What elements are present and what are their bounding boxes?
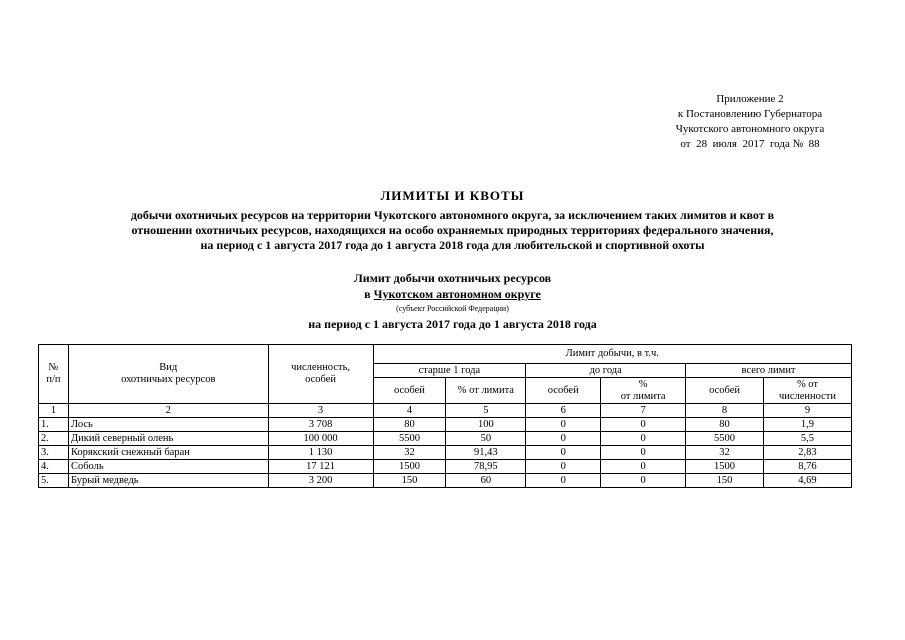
under-pct-value: 0 [601,446,686,460]
older-pct-value: 60 [446,474,526,488]
appendix-line: от 28 июля 2017 года № 88 [680,138,820,150]
header-under: до года [526,364,686,378]
row-number: 3. [39,446,69,460]
under-pct-value: 0 [601,432,686,446]
limit-heading: Лимит добычи охотничьих ресурсов [353,271,552,285]
species-name: Дикий северный олень [68,432,268,446]
column-number: 4 [373,404,446,418]
under-pct-value: 0 [601,460,686,474]
population-value: 17 121 [268,460,373,474]
row-number: 1. [39,418,69,432]
row-number: 5. [39,474,69,488]
population-value: 3 200 [268,474,373,488]
column-number: 6 [526,404,601,418]
total-count-value: 1500 [686,460,764,474]
subject-note: (субъект Российской Федерации) [396,304,509,313]
header-population: численность, особей [268,345,373,404]
header-older: старше 1 года [373,364,526,378]
older-count-value: 1500 [373,460,446,474]
under-count-value: 0 [526,474,601,488]
limit-period: на период с 1 августа 2017 года до 1 августа 2018 года [308,317,597,331]
column-number: 2 [68,404,268,418]
header-total-pct: % от численности [763,378,851,404]
older-count-value: 150 [373,474,446,488]
older-count-value: 80 [373,418,446,432]
header-species: Вид охотничьих ресурсов [68,345,268,404]
total-pct-value: 8,76 [763,460,851,474]
appendix-block [600,92,900,152]
under-pct-value: 0 [601,418,686,432]
header-under-pct: % от лимита [601,378,686,404]
under-count-value: 0 [526,460,601,474]
column-number: 5 [446,404,526,418]
older-pct-value: 50 [446,432,526,446]
species-name: Корякский снежный баран [68,446,268,460]
older-pct-value: 78,95 [446,460,526,474]
region-prefix: в [364,287,374,301]
appendix-line: Приложение 2 [716,93,784,105]
total-count-value: 150 [686,474,764,488]
table-row [39,432,852,446]
column-number: 1 [39,404,69,418]
total-pct-value: 2,83 [763,446,851,460]
table-row [39,418,852,432]
appendix-line: Чукотского автономного округа [675,123,825,135]
header-older-pct: % от лимита [446,378,526,404]
subtitle-line: на период с 1 августа 2017 года до 1 августа 2018 года для любительской и спортивной охоты [200,238,705,252]
total-count-value: 80 [686,418,764,432]
total-pct-value: 1,9 [763,418,851,432]
header-under-count: особей [526,378,601,404]
row-number: 2. [39,432,69,446]
column-number: 9 [763,404,851,418]
column-number: 3 [268,404,373,418]
table-row [39,460,852,474]
total-count-value: 32 [686,446,764,460]
region-name: Чукотском автономном округе [373,287,541,301]
header-older-count: особей [373,378,446,404]
total-pct-value: 4,69 [763,474,851,488]
population-value: 3 708 [268,418,373,432]
under-count-value: 0 [526,432,601,446]
species-name: Соболь [68,460,268,474]
subtitle-line: добычи охотничьих ресурсов на территории Чукотского автономного округа, за исключением таких лимитов и квот в [130,208,775,222]
under-count-value: 0 [526,446,601,460]
population-value: 1 130 [268,446,373,460]
older-count-value: 5500 [373,432,446,446]
older-pct-value: 91,43 [446,446,526,460]
species-name: Бурый медведь [68,474,268,488]
table-row [39,474,852,488]
document-title: ЛИМИТЫ И КВОТЫ [380,188,525,203]
header-total: всего лимит [686,364,852,378]
subtitle-line: отношении охотничьих ресурсов, находящихся на особо охраняемых природных территориях федерального значения, [131,223,774,237]
total-pct-value: 5,5 [763,432,851,446]
column-numbers-row [39,404,852,418]
population-value: 100 000 [268,432,373,446]
limits-table [38,344,852,488]
species-name: Лось [68,418,268,432]
row-number: 4. [39,460,69,474]
limit-region-line [20,287,885,302]
under-pct-value: 0 [601,474,686,488]
appendix-line: к Постановлению Губернатора [677,108,823,120]
header-total-count: особей [686,378,764,404]
older-pct-value: 100 [446,418,526,432]
column-number: 7 [601,404,686,418]
header-num: № п/п [39,345,69,404]
under-count-value: 0 [526,418,601,432]
column-number: 8 [686,404,764,418]
header-limit-group: Лимит добычи, в т.ч. [373,345,852,364]
older-count-value: 32 [373,446,446,460]
table-row [39,446,852,460]
total-count-value: 5500 [686,432,764,446]
